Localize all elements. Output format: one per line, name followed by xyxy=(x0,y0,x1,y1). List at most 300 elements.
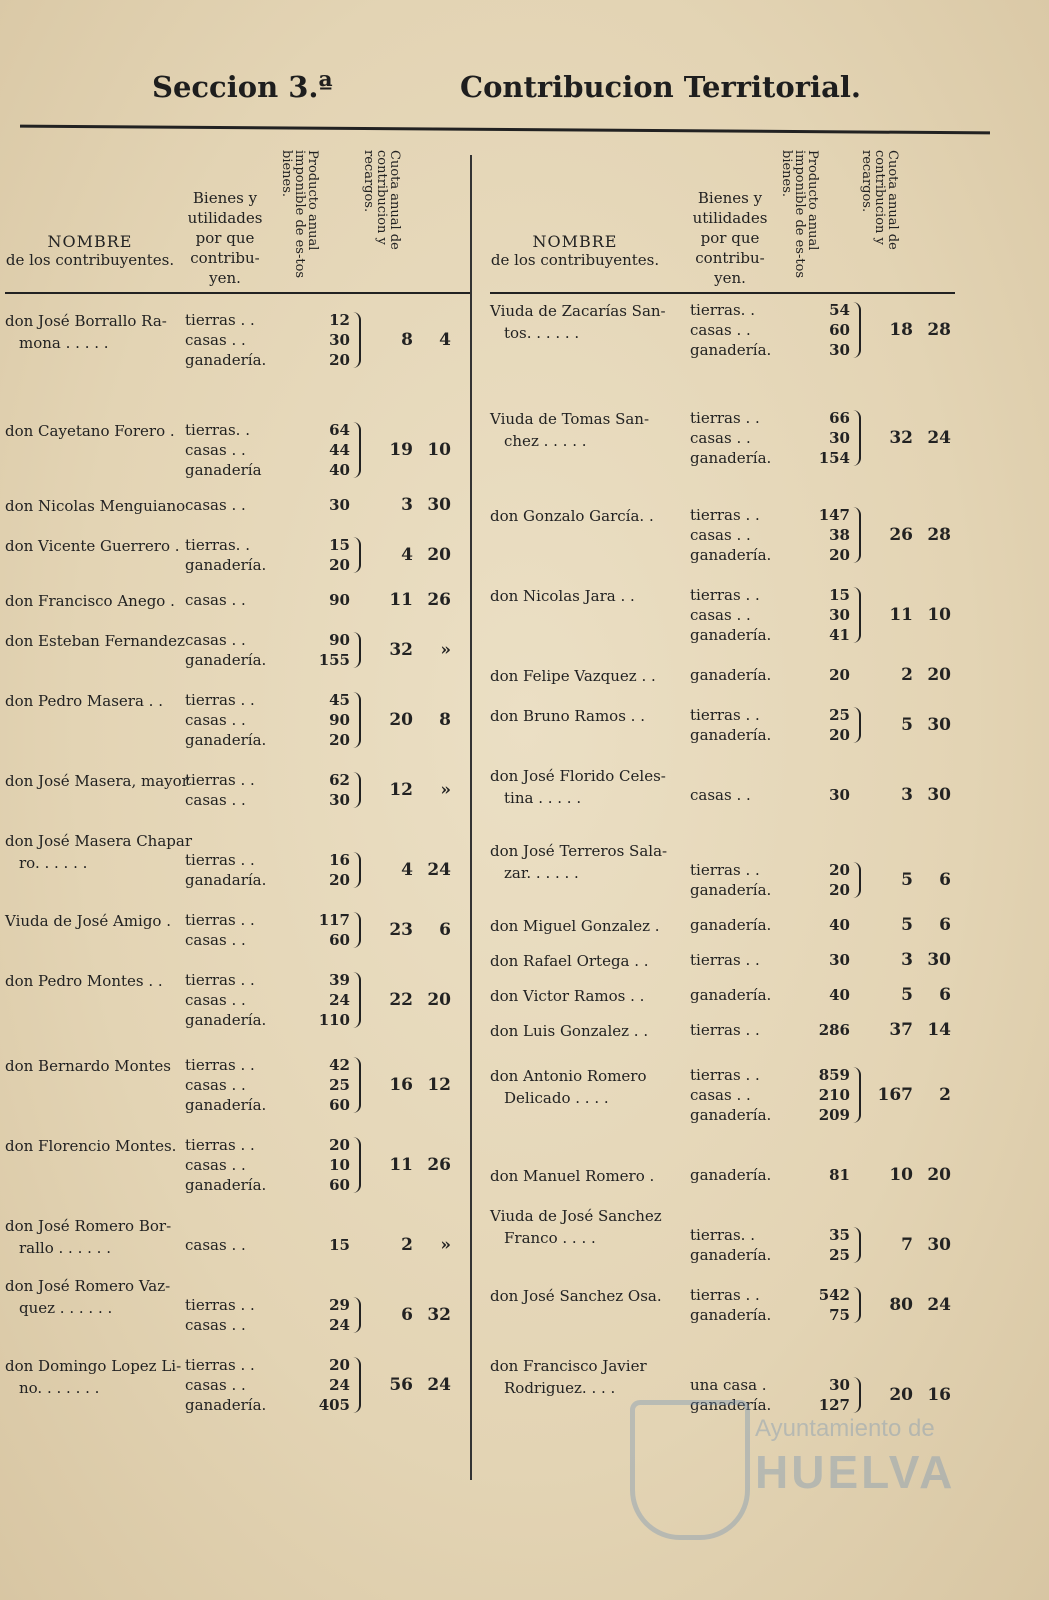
property-type: casas . . xyxy=(185,496,246,514)
product-value: 75 xyxy=(829,1306,850,1324)
quota-amount: 80 xyxy=(889,1295,913,1315)
product-value: 20 xyxy=(329,731,350,749)
property-type: casas . . xyxy=(185,991,246,1009)
product-value: 20 xyxy=(329,871,350,889)
quota-fraction: 20 xyxy=(427,990,451,1010)
name-line-1: don Victor Ramos . . xyxy=(490,987,645,1005)
property-type: ganadería. xyxy=(185,1396,267,1414)
product-value: 60 xyxy=(329,1096,350,1114)
quota-fraction: 30 xyxy=(927,785,951,805)
product-value: 286 xyxy=(818,1021,850,1039)
property-type: casas . . xyxy=(185,1316,246,1334)
header-rule xyxy=(5,292,470,294)
name-line-1: don Luis Gonzalez . . xyxy=(490,1022,649,1040)
header-producto: Producto anual imponible de es-tos bienes. xyxy=(279,150,320,279)
product-value: 60 xyxy=(829,321,850,339)
annual-quota xyxy=(375,1375,460,1395)
product-value: 30 xyxy=(829,1376,850,1394)
quota-fraction: 10 xyxy=(927,605,951,625)
contributor-name xyxy=(490,1285,690,1307)
quota-fraction: 12 xyxy=(427,1075,451,1095)
contributor-name xyxy=(5,690,205,712)
property-type: ganadería. xyxy=(690,1246,772,1264)
name-line-1: Viuda de José Sanchez xyxy=(490,1207,662,1225)
quota-amount: 7 xyxy=(901,1235,913,1255)
header-producto: Producto anual imponible de es-tos bienes. xyxy=(779,150,820,279)
product-value: 20 xyxy=(329,1356,350,1374)
property-type: ganadería. xyxy=(185,651,267,669)
quota-amount: 5 xyxy=(901,915,913,935)
grouping-brace xyxy=(853,1287,861,1323)
quota-amount: 11 xyxy=(389,1155,413,1175)
property-type: tierras . . xyxy=(690,1021,760,1039)
quota-amount: 26 xyxy=(889,525,913,545)
annual-quota xyxy=(375,1075,460,1095)
quota-amount: 5 xyxy=(901,870,913,890)
quota-fraction: 30 xyxy=(927,715,951,735)
contributor-name xyxy=(490,950,690,972)
product-value: 117 xyxy=(318,911,350,929)
name-line-1: don Esteban Fernandez xyxy=(5,632,185,650)
quota-fraction: 16 xyxy=(927,1385,951,1405)
left-table-header xyxy=(5,150,470,290)
property-type: tierras . . xyxy=(185,851,255,869)
annual-quota xyxy=(375,440,460,460)
quota-fraction: 26 xyxy=(427,590,451,610)
product-value: 30 xyxy=(829,786,850,804)
product-value: 30 xyxy=(329,496,350,514)
product-value: 15 xyxy=(329,1236,350,1254)
quota-fraction: 20 xyxy=(927,665,951,685)
watermark-line1: Ayuntamiento de xyxy=(755,1415,935,1442)
property-type: ganadería. xyxy=(185,556,267,574)
contributor-name xyxy=(490,585,690,607)
property-type: tierras . . xyxy=(690,1286,760,1304)
product-value: 30 xyxy=(829,341,850,359)
annual-quota xyxy=(875,1020,960,1040)
quota-amount: 22 xyxy=(389,990,413,1010)
annual-quota xyxy=(875,665,960,685)
annual-quota xyxy=(375,495,460,515)
contributor-name xyxy=(5,910,205,932)
name-line-1: don José Terreros Sala- xyxy=(490,842,668,860)
grouping-brace xyxy=(853,410,861,466)
quota-amount: 3 xyxy=(901,950,913,970)
right-column xyxy=(490,150,955,1500)
quota-fraction: 4 xyxy=(439,330,451,350)
quota-fraction: » xyxy=(440,640,451,660)
product-value: 54 xyxy=(829,301,850,319)
property-type: ganadería. xyxy=(690,1166,772,1184)
property-type: tierras . . xyxy=(185,311,255,329)
grouping-brace xyxy=(353,1057,361,1113)
name-line-2: Franco . . . . xyxy=(504,1229,596,1247)
grouping-brace xyxy=(353,537,361,573)
grouping-brace xyxy=(353,912,361,948)
name-line-2: mona . . . . . xyxy=(19,334,109,352)
contributor-name xyxy=(490,705,690,727)
quota-fraction: 6 xyxy=(439,920,451,940)
name-line-2: Delicado . . . . xyxy=(504,1089,609,1107)
name-line-1: don Bernardo Montes xyxy=(5,1057,171,1075)
contributor-name xyxy=(490,408,690,452)
product-value: 62 xyxy=(329,771,350,789)
grouping-brace xyxy=(853,862,861,898)
property-type: ganadería. xyxy=(185,1176,267,1194)
property-type: casas . . xyxy=(185,711,246,729)
watermark-line2: HUELVA xyxy=(755,1446,956,1498)
annual-quota xyxy=(875,1295,960,1315)
quota-fraction: 24 xyxy=(427,1375,451,1395)
property-type: tierras . . xyxy=(690,506,760,524)
name-line-1: don José Masera Chapar xyxy=(5,832,193,850)
product-value: 20 xyxy=(829,881,850,899)
product-value: 39 xyxy=(329,971,350,989)
header-bienes: Bienes y utilidades por que contribu-yen. xyxy=(692,189,768,287)
quota-fraction: 24 xyxy=(927,428,951,448)
name-line-2: ro. . . . . . xyxy=(19,854,88,872)
quota-amount: 11 xyxy=(389,590,413,610)
product-value: 155 xyxy=(318,651,350,669)
name-line-2: zar. . . . . . xyxy=(504,864,579,882)
grouping-brace xyxy=(353,312,361,368)
quota-amount: 167 xyxy=(877,1085,913,1105)
quota-fraction: 30 xyxy=(427,495,451,515)
product-value: 30 xyxy=(829,606,850,624)
annual-quota xyxy=(875,1235,960,1255)
quota-amount: 8 xyxy=(401,330,413,350)
quota-fraction: 14 xyxy=(927,1020,951,1040)
quota-fraction: 32 xyxy=(427,1305,451,1325)
name-line-2: no. . . . . . . xyxy=(19,1379,100,1397)
quota-amount: 16 xyxy=(389,1075,413,1095)
quota-fraction: » xyxy=(440,1235,451,1255)
contributor-name xyxy=(490,665,690,687)
product-value: 20 xyxy=(829,546,850,564)
property-type: ganadería. xyxy=(690,1106,772,1124)
quota-amount: 37 xyxy=(889,1020,913,1040)
property-type: ganadería xyxy=(185,461,262,479)
name-line-1: don Nicolas Jara . . xyxy=(490,587,635,605)
contributor-name xyxy=(5,770,205,792)
property-type: ganadería. xyxy=(690,546,772,564)
annual-quota xyxy=(875,605,960,625)
property-type: tierras. . xyxy=(185,421,250,439)
product-value: 127 xyxy=(818,1396,850,1414)
header-nombre: NOMBRE de los contribuyentes. xyxy=(490,232,660,269)
quota-fraction: 2 xyxy=(939,1085,951,1105)
grouping-brace xyxy=(353,972,361,1028)
annual-quota xyxy=(375,590,460,610)
grouping-brace xyxy=(353,692,361,748)
contributor-name xyxy=(5,630,205,652)
quota-fraction: 30 xyxy=(927,1235,951,1255)
property-type: casas . . xyxy=(185,1236,246,1254)
quota-amount: 3 xyxy=(901,785,913,805)
product-value: 147 xyxy=(818,506,850,524)
product-value: 24 xyxy=(329,991,350,1009)
title-text: Contribucion Territorial. xyxy=(460,70,861,104)
property-type: casas . . xyxy=(690,1086,751,1104)
property-type: tierras . . xyxy=(185,1136,255,1154)
contributor-name xyxy=(490,505,690,527)
grouping-brace xyxy=(353,422,361,478)
product-value: 16 xyxy=(329,851,350,869)
contributor-name xyxy=(490,985,690,1007)
property-type: casas . . xyxy=(185,441,246,459)
product-value: 20 xyxy=(829,666,850,684)
name-line-1: don Francisco Anego . xyxy=(5,592,175,610)
quota-amount: 6 xyxy=(401,1305,413,1325)
name-line-2: chez . . . . . xyxy=(504,432,587,450)
property-type: ganadería. xyxy=(690,726,772,744)
shield-icon xyxy=(630,1400,750,1540)
header-nombre: NOMBRE de los contribuyentes. xyxy=(5,232,175,269)
property-type: tierras. . xyxy=(690,301,755,319)
property-type: tierras . . xyxy=(185,691,255,709)
grouping-brace xyxy=(853,1227,861,1263)
product-value: 40 xyxy=(829,986,850,1004)
property-type: casas . . xyxy=(185,1156,246,1174)
quota-fraction: 6 xyxy=(939,870,951,890)
annual-quota xyxy=(375,1235,460,1255)
contributor-name xyxy=(490,1065,690,1109)
property-type: tierras . . xyxy=(185,771,255,789)
grouping-brace xyxy=(853,587,861,643)
grouping-brace xyxy=(353,1137,361,1193)
contributor-name xyxy=(5,830,205,874)
title-rule xyxy=(20,125,990,135)
product-value: 20 xyxy=(329,1136,350,1154)
product-value: 20 xyxy=(829,726,850,744)
property-type: ganadería. xyxy=(185,731,267,749)
property-type: tierras. . xyxy=(690,1226,755,1244)
quota-amount: 5 xyxy=(901,985,913,1005)
contributor-name xyxy=(5,1055,205,1077)
quota-fraction: 26 xyxy=(427,1155,451,1175)
product-value: 30 xyxy=(829,429,850,447)
right-table-header xyxy=(490,150,955,290)
name-line-2: tos. . . . . . xyxy=(504,324,580,342)
property-type: tierras . . xyxy=(185,1356,255,1374)
contributor-name xyxy=(5,1215,205,1259)
name-line-1: don Pedro Montes . . xyxy=(5,972,163,990)
product-value: 20 xyxy=(829,861,850,879)
header-rule xyxy=(490,292,955,294)
product-value: 542 xyxy=(818,1286,850,1304)
quota-amount: 20 xyxy=(889,1385,913,1405)
quota-amount: 4 xyxy=(401,860,413,880)
product-value: 210 xyxy=(818,1086,850,1104)
name-line-1: Viuda de Tomas San- xyxy=(490,410,650,428)
name-line-1: don Antonio Romero xyxy=(490,1067,647,1085)
contributor-name xyxy=(490,840,690,884)
name-line-1: don Rafael Ortega . . xyxy=(490,952,649,970)
product-value: 24 xyxy=(329,1316,350,1334)
product-value: 12 xyxy=(329,311,350,329)
product-value: 29 xyxy=(329,1296,350,1314)
property-type: ganadería. xyxy=(690,666,772,684)
property-type: casas . . xyxy=(185,331,246,349)
property-type: ganadería. xyxy=(690,916,772,934)
property-type: casas . . xyxy=(185,791,246,809)
header-cuota: Cuota anual de contribucion y recargos. xyxy=(361,150,402,250)
quota-amount: 18 xyxy=(889,320,913,340)
property-type: tierras. . xyxy=(185,536,250,554)
product-value: 40 xyxy=(329,461,350,479)
left-column xyxy=(5,150,470,1500)
contributor-name xyxy=(5,590,205,612)
name-line-1: don José Florido Celes- xyxy=(490,767,666,785)
product-value: 44 xyxy=(329,441,350,459)
contributor-name xyxy=(490,915,690,937)
property-type: tierras . . xyxy=(690,951,760,969)
quota-amount: 32 xyxy=(389,640,413,660)
grouping-brace xyxy=(353,852,361,888)
name-line-1: don Vicente Guerrero . xyxy=(5,537,180,555)
quota-amount: 20 xyxy=(389,710,413,730)
property-type: ganadería. xyxy=(690,1396,772,1414)
product-value: 41 xyxy=(829,626,850,644)
product-value: 90 xyxy=(329,591,350,609)
quota-fraction: 10 xyxy=(427,440,451,460)
contributor-name xyxy=(5,1275,205,1319)
column-divider xyxy=(470,155,472,1480)
name-line-1: don Miguel Gonzalez . xyxy=(490,917,660,935)
name-line-1: don José Masera, mayor xyxy=(5,772,189,790)
quota-fraction: 28 xyxy=(927,525,951,545)
product-value: 40 xyxy=(829,916,850,934)
property-type: tierras . . xyxy=(185,911,255,929)
name-line-1: don Domingo Lopez Li- xyxy=(5,1357,182,1375)
property-type: ganadaría. xyxy=(185,871,267,889)
property-type: ganadería. xyxy=(185,1096,267,1114)
name-line-1: don Gonzalo García. . xyxy=(490,507,654,525)
grouping-brace xyxy=(353,1297,361,1333)
annual-quota xyxy=(375,1305,460,1325)
quota-amount: 2 xyxy=(401,1235,413,1255)
property-type: ganadería. xyxy=(690,1306,772,1324)
annual-quota xyxy=(875,525,960,545)
annual-quota xyxy=(875,870,960,890)
product-value: 859 xyxy=(818,1066,850,1084)
quota-amount: 19 xyxy=(389,440,413,460)
annual-quota xyxy=(375,545,460,565)
quota-amount: 4 xyxy=(401,545,413,565)
property-type: tierras . . xyxy=(690,409,760,427)
contributor-name xyxy=(5,495,205,517)
name-line-1: don José Sanchez Osa. xyxy=(490,1287,662,1305)
contributor-name xyxy=(490,300,690,344)
product-value: 60 xyxy=(329,931,350,949)
property-type: casas . . xyxy=(690,321,751,339)
grouping-brace xyxy=(353,772,361,808)
section-label: Seccion 3.ª xyxy=(152,70,333,104)
property-type: casas . . xyxy=(690,606,751,624)
quota-fraction: 6 xyxy=(939,915,951,935)
product-value: 90 xyxy=(329,711,350,729)
property-type: tierras . . xyxy=(690,1066,760,1084)
name-line-1: don Manuel Romero . xyxy=(490,1167,655,1185)
property-type: casas . . xyxy=(185,591,246,609)
product-value: 15 xyxy=(829,586,850,604)
name-line-2: rallo . . . . . . xyxy=(19,1239,111,1257)
product-value: 110 xyxy=(318,1011,350,1029)
annual-quota xyxy=(375,920,460,940)
quota-fraction: 6 xyxy=(939,985,951,1005)
annual-quota xyxy=(875,320,960,340)
quota-fraction: 24 xyxy=(927,1295,951,1315)
property-type: casas . . xyxy=(185,1076,246,1094)
product-value: 90 xyxy=(329,631,350,649)
annual-quota xyxy=(875,428,960,448)
name-line-1: Viuda de José Amigo . xyxy=(5,912,171,930)
product-value: 405 xyxy=(318,1396,350,1414)
contributor-name xyxy=(5,310,205,354)
quota-amount: 32 xyxy=(889,428,913,448)
product-value: 30 xyxy=(329,331,350,349)
property-type: tierras . . xyxy=(185,1056,255,1074)
product-value: 25 xyxy=(829,706,850,724)
product-value: 60 xyxy=(329,1176,350,1194)
grouping-brace xyxy=(853,1067,861,1123)
product-value: 45 xyxy=(329,691,350,709)
property-type: ganadería. xyxy=(690,449,772,467)
quota-amount: 23 xyxy=(389,920,413,940)
quota-amount: 3 xyxy=(401,495,413,515)
product-value: 66 xyxy=(829,409,850,427)
property-type: tierras . . xyxy=(185,1296,255,1314)
contributor-name xyxy=(490,1205,690,1249)
property-type: casas . . xyxy=(185,631,246,649)
quota-fraction: 24 xyxy=(427,860,451,880)
annual-quota xyxy=(375,780,460,800)
product-value: 35 xyxy=(829,1226,850,1244)
contributor-name xyxy=(5,1355,205,1399)
name-line-1: don Pedro Masera . . xyxy=(5,692,163,710)
product-value: 30 xyxy=(329,791,350,809)
product-value: 25 xyxy=(329,1076,350,1094)
annual-quota xyxy=(875,1085,960,1105)
property-type: casas . . xyxy=(185,1376,246,1394)
quota-fraction: 20 xyxy=(427,545,451,565)
annual-quota xyxy=(875,785,960,805)
product-value: 81 xyxy=(829,1166,850,1184)
name-line-1: don Bruno Ramos . . xyxy=(490,707,645,725)
property-type: ganadería. xyxy=(690,881,772,899)
annual-quota xyxy=(375,1155,460,1175)
property-type: casas . . xyxy=(185,931,246,949)
property-type: tierras . . xyxy=(690,861,760,879)
property-type: ganadería. xyxy=(690,626,772,644)
product-value: 25 xyxy=(829,1246,850,1264)
annual-quota xyxy=(875,715,960,735)
contributor-name xyxy=(5,970,205,992)
quota-amount: 12 xyxy=(389,780,413,800)
quota-fraction: 20 xyxy=(927,1165,951,1185)
property-type: una casa . xyxy=(690,1376,767,1394)
product-value: 30 xyxy=(829,951,850,969)
annual-quota xyxy=(875,1165,960,1185)
property-type: ganadería. xyxy=(690,986,772,1004)
product-value: 20 xyxy=(329,556,350,574)
property-type: tierras . . xyxy=(690,706,760,724)
product-value: 42 xyxy=(329,1056,350,1074)
name-line-1: don Felipe Vazquez . . xyxy=(490,667,656,685)
quota-fraction: » xyxy=(440,780,451,800)
name-line-1: don José Borrallo Ra- xyxy=(5,312,167,330)
property-type: ganadería. xyxy=(690,341,772,359)
